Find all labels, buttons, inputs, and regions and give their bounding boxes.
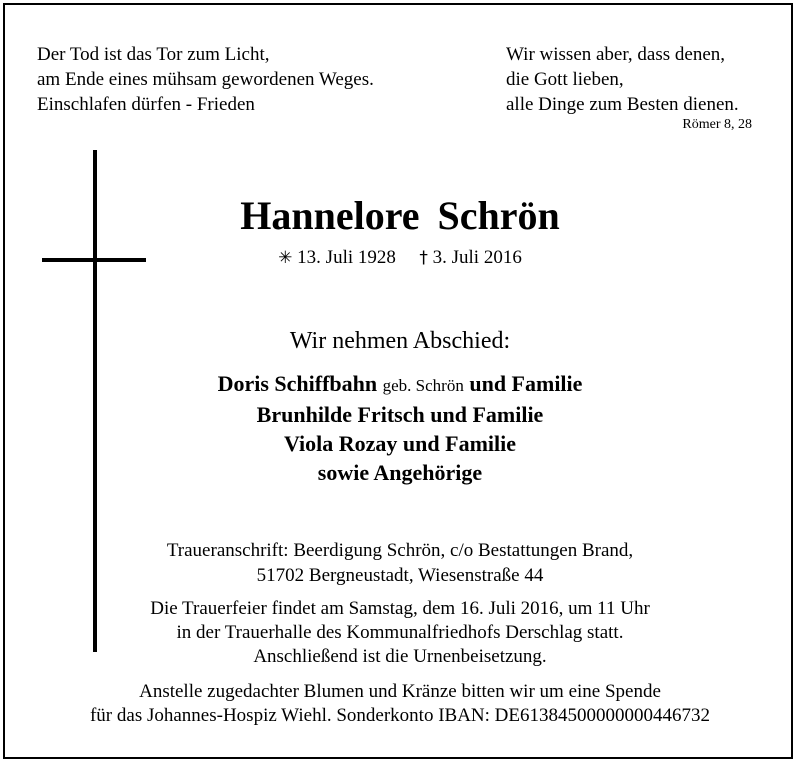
ceremony-info (0, 597, 800, 669)
quote-left-line: Der Tod ist das Tor zum Licht, (37, 44, 270, 65)
mourners-list (0, 369, 800, 487)
donation-line: Anstelle zugedachter Blumen und Kränze bitten wir um eine Spende (139, 681, 661, 702)
quote-left-line: Einschlafen dürfen - Frieden (37, 94, 255, 115)
ceremony-line: in der Trauerhalle des Kommunalfriedhofs Derschlag statt. (176, 622, 624, 643)
mourner-line: sowie Angehörige (317, 460, 483, 485)
ceremony-line: Die Trauerfeier findet am Samstag, dem 16. Juli 2016, um 11 Uhr (150, 598, 650, 619)
quote-left-line: am Ende eines mühsam gewordenen Weges. (37, 69, 374, 90)
quote-right (506, 42, 739, 117)
death-date: 3. Juli 2016 (432, 247, 522, 268)
mourner-birthname: geb. Schrön (382, 376, 464, 395)
address-line: 51702 Bergneustadt, Wiesenstraße 44 (256, 565, 544, 586)
mourner-line (0, 369, 800, 400)
mourner-name: Doris Schiffbahn (217, 371, 378, 396)
mourning-address (0, 538, 800, 588)
address-line: Traueranschrift: Beerdigung Schrön, c/o Bestattungen Brand, (166, 540, 634, 561)
ceremony-line: Anschließend ist die Urnenbeisetzung. (253, 646, 547, 667)
quote-right-line: Wir wissen aber, dass denen, (506, 44, 726, 65)
birth-star-icon: ✳ (278, 248, 293, 268)
quote-left (37, 42, 374, 117)
donation-info (0, 680, 800, 728)
mourner-line: Viola Rozay und Familie (283, 431, 517, 456)
birth-date: 13. Juli 1928 (297, 247, 396, 268)
donation-line: für das Johannes-Hospiz Wiehl. Sonderkonto IBAN: DE61384500000000446732 (89, 705, 710, 726)
mourner-suffix: und Familie (469, 371, 583, 396)
farewell-heading: Wir nehmen Abschied: (289, 328, 511, 354)
death-cross-icon: † (419, 248, 428, 268)
quote-right-line: die Gott lieben, (506, 69, 624, 90)
mourner-line: Brunhilde Fritsch und Familie (256, 402, 544, 427)
life-dates (0, 246, 800, 270)
bible-reference: Römer 8, 28 (682, 117, 752, 132)
deceased-name: Hannelore Schrön (240, 193, 560, 238)
quote-right-line: alle Dinge zum Besten dienen. (506, 94, 739, 115)
